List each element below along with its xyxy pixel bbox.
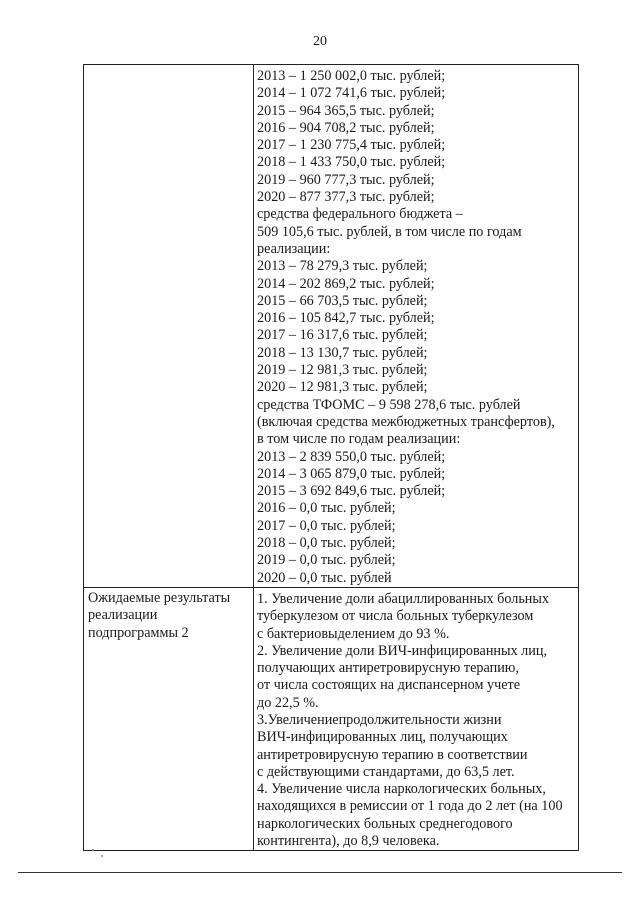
results-line: туберкулезом от числа больных туберкулезом: [257, 608, 534, 625]
funding-line: 2015 – 66 703,5 тыс. рублей;: [257, 292, 428, 309]
funding-line: реализации:: [257, 240, 331, 257]
funding-text: [254, 65, 578, 587]
funding-line: 2018 – 0,0 тыс. рублей;: [257, 535, 396, 552]
results-line: 1. Увеличение доли абациллированных больных: [257, 590, 550, 607]
results-line: антиретровирусную терапию в соответствии: [257, 746, 528, 763]
funding-line: 2015 – 3 692 849,6 тыс. рублей;: [257, 483, 446, 500]
funding-line: 2014 – 3 065 879,0 тыс. рублей;: [257, 465, 446, 482]
funding-line: 2020 – 0,0 тыс. рублей: [257, 569, 392, 586]
bottom-scan-line: [18, 872, 622, 873]
results-value-cell: [254, 587, 579, 850]
results-label-line: реализации: [88, 607, 158, 624]
results-line: находящихся в ремиссии от 1 года до 2 лет (на 100: [257, 798, 563, 815]
funding-line: 2020 – 12 981,3 тыс. рублей;: [257, 379, 428, 396]
results-text: [254, 588, 578, 850]
results-line: с бактериовыделением до 93 %.: [257, 625, 450, 642]
results-label-line: Ожидаемые результаты: [88, 589, 231, 606]
results-row: [84, 587, 579, 850]
program-passport-table: [83, 64, 579, 851]
funding-line: 2018 – 13 130,7 тыс. рублей;: [257, 344, 428, 361]
funding-line: 2019 – 12 981,3 тыс. рублей;: [257, 362, 428, 379]
page-number: 20: [313, 34, 327, 49]
funding-line: 2016 – 904 708,2 тыс. рублей;: [257, 119, 435, 136]
funding-line: средства ТФОМС – 9 598 278,6 тыс. рублей: [257, 396, 521, 413]
results-line: наркологических больных среднегодового: [257, 815, 513, 832]
results-line: до 22,5 %.: [257, 694, 319, 711]
funding-line: 2019 – 0,0 тыс. рублей;: [257, 552, 396, 569]
results-line: от числа состоящих на диспансерном учете: [257, 677, 521, 694]
results-line: контингента), до 8,9 человека.: [257, 833, 440, 850]
funding-row: [84, 65, 579, 588]
funding-line: 2013 – 2 839 550,0 тыс. рублей;: [257, 448, 446, 465]
funding-line: 2015 – 964 365,5 тыс. рублей;: [257, 102, 435, 119]
scan-speck: [92, 849, 94, 851]
funding-label-cell: [84, 65, 254, 588]
funding-line: 2017 – 16 317,6 тыс. рублей;: [257, 327, 428, 344]
results-line: 3.Увеличениепродолжительности жизни: [257, 711, 502, 728]
results-line: получающих антиретровирусную терапию,: [257, 660, 519, 677]
results-line: с действующими стандартами, до 63,5 лет.: [257, 763, 515, 780]
funding-line: (включая средства межбюджетных трансфертов),: [257, 413, 555, 430]
results-label: [84, 588, 253, 642]
funding-line: 2017 – 1 230 775,4 тыс. рублей;: [257, 137, 446, 154]
funding-line: 2016 – 0,0 тыс. рублей;: [257, 500, 396, 517]
funding-value-cell: [254, 65, 579, 588]
funding-line: 509 105,6 тыс. рублей, в том числе по годам: [257, 223, 522, 240]
results-label-line: подпрограммы 2: [88, 624, 189, 641]
funding-line: 2013 – 78 279,3 тыс. рублей;: [257, 258, 428, 275]
funding-line: 2014 – 1 072 741,6 тыс. рублей;: [257, 85, 446, 102]
funding-line: 2014 – 202 869,2 тыс. рублей;: [257, 275, 435, 292]
scan-speck: [101, 855, 103, 857]
funding-line: средства федерального бюджета –: [257, 206, 463, 223]
funding-line: 2016 – 105 842,7 тыс. рублей;: [257, 310, 435, 327]
results-line: 2. Увеличение доли ВИЧ-инфицированных лиц,: [257, 642, 547, 659]
results-line: ВИЧ-инфицированных лиц, получающих: [257, 729, 508, 746]
funding-line: 2019 – 960 777,3 тыс. рублей;: [257, 171, 435, 188]
funding-line: 2013 – 1 250 002,0 тыс. рублей;: [257, 68, 446, 84]
funding-line: 2018 – 1 433 750,0 тыс. рублей;: [257, 154, 446, 171]
funding-line: 2020 – 877 377,3 тыс. рублей;: [257, 189, 435, 206]
funding-line: 2017 – 0,0 тыс. рублей;: [257, 517, 396, 534]
results-line: 4. Увеличение числа наркологических больных,: [257, 781, 546, 798]
funding-line: в том числе по годам реализации:: [257, 431, 461, 448]
results-label-cell: [84, 587, 254, 850]
